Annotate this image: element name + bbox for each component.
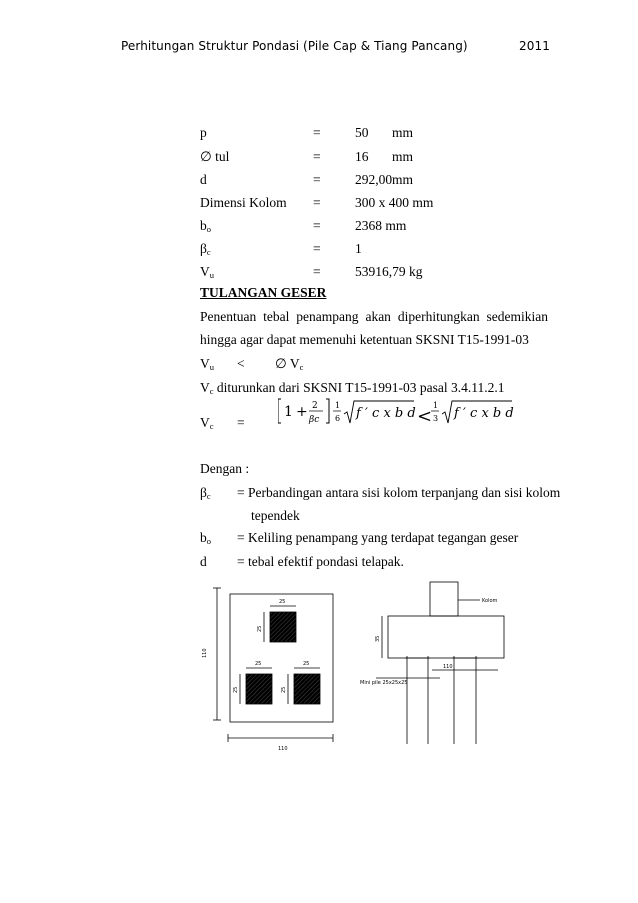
paragraph-line-1: Penentuan tebal penampang akan diperhitungkan sedemikian bbox=[200, 309, 548, 324]
param-symbol: ∅ tul bbox=[200, 149, 230, 164]
header-title: Perhitungan Struktur Pondasi (Pile Cap & Tiang Pancang) bbox=[121, 39, 468, 53]
pile-bottom-right bbox=[294, 674, 320, 704]
param-value: 2368 mm bbox=[355, 218, 407, 233]
def-text: = tebal efektif pondasi telapak. bbox=[237, 554, 404, 569]
def-continuation: tependek bbox=[251, 508, 300, 523]
pile-top bbox=[270, 612, 296, 642]
label-mini-pile: Mini pile 25x25x25 bbox=[360, 680, 408, 686]
param-symbol: Dimensi Kolom bbox=[200, 195, 287, 210]
vc-description: $V_c$ diturunkan dari SKSNI T15-1991-03 pasal 3.4.11.2.1 bbox=[200, 380, 505, 396]
def-symbol: $b_o$ bbox=[200, 530, 211, 546]
bracket-left bbox=[278, 399, 281, 423]
plan-width-label: 110 bbox=[278, 746, 288, 752]
pile-dim-br-side: 25 bbox=[281, 686, 287, 693]
formula-less-than: < bbox=[417, 406, 433, 427]
param-equals: = bbox=[313, 241, 321, 256]
param-equals: = bbox=[313, 195, 321, 210]
section-height-label: 35 bbox=[375, 635, 381, 642]
param-unit: mm bbox=[392, 149, 414, 164]
param-value: 292,00 bbox=[355, 172, 393, 187]
formula-plus: + bbox=[296, 404, 308, 420]
section-width-label: 110 bbox=[443, 664, 453, 670]
condition-operator: < bbox=[237, 356, 245, 371]
paragraph-line-2: hingga agar dapat memenuhi ketentuan SKSNI T15-1991-03 bbox=[200, 332, 529, 347]
param-value: 16 bbox=[355, 149, 369, 164]
param-equals: = bbox=[313, 125, 321, 140]
param-symbol: $V_u$ bbox=[200, 264, 214, 280]
pile-cap-drawing bbox=[200, 578, 540, 753]
pile-dim-bl: 25 bbox=[255, 661, 262, 667]
param-symbol: p bbox=[200, 125, 207, 140]
vc-formula bbox=[278, 397, 548, 427]
param-unit: mm bbox=[392, 172, 414, 187]
pile-dim-top-side: 25 bbox=[257, 625, 263, 632]
param-unit: mm bbox=[392, 125, 414, 140]
param-symbol: d bbox=[200, 172, 207, 187]
param-value: 1 bbox=[355, 241, 362, 256]
label-kolom: Kolom bbox=[482, 598, 498, 604]
plan-height-label: 110 bbox=[202, 648, 208, 658]
formula-term: f ′ c x b d bbox=[356, 406, 416, 421]
condition-right: ∅ $V_c$ bbox=[275, 356, 304, 372]
frac2-den: 3 bbox=[433, 414, 439, 423]
section-title: TULANGAN GESER bbox=[200, 285, 327, 300]
pile-dim-bl-side: 25 bbox=[233, 686, 239, 693]
param-value: 50 bbox=[355, 125, 369, 140]
condition-left: $V_u$ bbox=[200, 356, 214, 372]
formula-two: 2 bbox=[312, 401, 318, 411]
def-symbol: $\beta_c$ bbox=[200, 485, 211, 501]
formula-term-2: f ′ c x b d bbox=[454, 406, 514, 421]
frac2-num: 1 bbox=[433, 401, 439, 410]
frac1-num: 1 bbox=[335, 401, 341, 410]
param-symbol: $b_o$ bbox=[200, 218, 211, 234]
header-year: 2011 bbox=[519, 39, 550, 53]
param-equals: = bbox=[313, 264, 321, 279]
def-text: = Perbandingan antara sisi kolom terpanjang dan sisi kolom bbox=[237, 485, 561, 500]
vc-equation-equals: = bbox=[237, 415, 245, 430]
dengan-label: Dengan : bbox=[200, 461, 250, 476]
param-symbol: $\beta_c$ bbox=[200, 241, 211, 257]
pile-dim-br: 25 bbox=[303, 661, 310, 667]
bracket-right bbox=[326, 399, 329, 423]
pile-cap-section bbox=[388, 616, 504, 658]
param-value: 300 x 400 mm bbox=[355, 195, 434, 210]
pile-bottom-left bbox=[246, 674, 272, 704]
def-text: = Keliling penampang yang terdapat tegangan geser bbox=[237, 530, 519, 545]
def-symbol: d bbox=[200, 554, 207, 569]
param-equals: = bbox=[313, 172, 321, 187]
formula-beta: βc bbox=[309, 415, 320, 425]
param-equals: = bbox=[313, 218, 321, 233]
vc-equation-symbol: $V_c$ bbox=[200, 415, 214, 431]
formula-one: 1 bbox=[284, 404, 293, 420]
pile-dim-top: 25 bbox=[279, 599, 286, 605]
param-equals: = bbox=[313, 149, 321, 164]
param-value: 53916,79 kg bbox=[355, 264, 423, 279]
column-section bbox=[430, 582, 458, 616]
frac1-den: 6 bbox=[335, 414, 341, 423]
